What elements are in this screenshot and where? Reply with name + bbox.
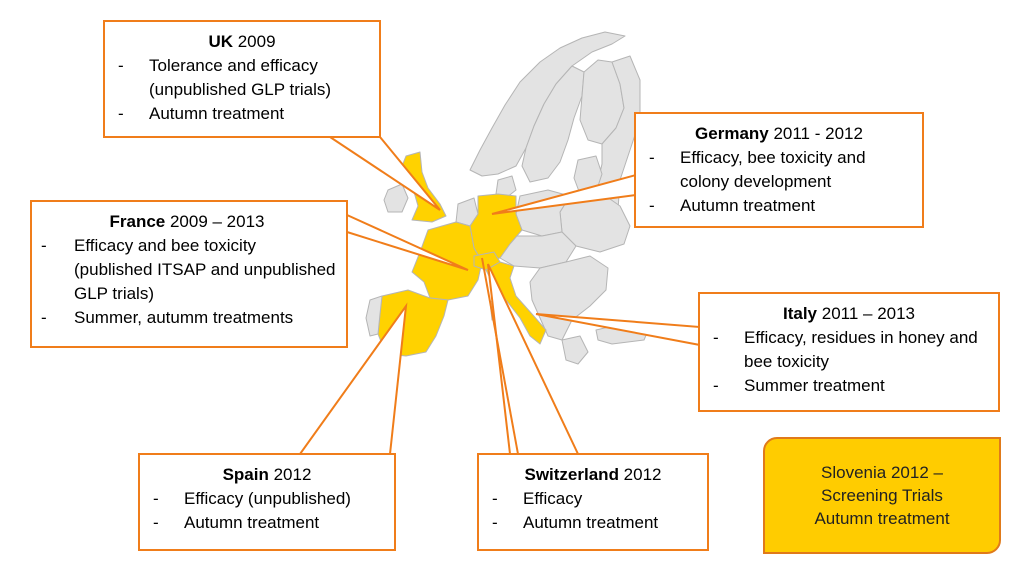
uk-country: UK (208, 32, 233, 51)
callout-spain (138, 453, 396, 551)
spain-years: 2012 (268, 465, 312, 484)
germany-country: Germany (695, 124, 769, 143)
italy-item-1: - Efficacy, residues in honey and bee toxicity (710, 326, 988, 374)
slovenia-line-1: Slovenia 2012 – (821, 463, 943, 482)
callout-spain-heading (150, 463, 384, 487)
slovenia-line-2: Screening Trials (821, 486, 943, 505)
switzerland-item-2: - Autumn treatment (489, 511, 697, 535)
switzerland-item-1: - Efficacy (489, 487, 697, 511)
callout-france-heading (38, 210, 336, 234)
callout-france (30, 200, 348, 348)
callout-italy-heading (710, 302, 988, 326)
france-country: France (109, 212, 166, 231)
germany-item-1: - Efficacy, bee toxicity and colony development (646, 146, 912, 194)
germany-item-2: - Autumn treatment (646, 194, 912, 218)
uk-item-1: - Tolerance and efficacy (unpublished GLP trials) (115, 54, 369, 102)
germany-years: 2011 - 2012 (768, 124, 863, 143)
france-years: 2009 – 2013 (165, 212, 265, 231)
france-item-1: - Efficacy and bee toxicity (published ITSAP and unpublished GLP trials) (38, 234, 336, 306)
ireland-shape (384, 184, 408, 212)
uk-years: 2009 (233, 32, 276, 51)
spain-country: Spain (222, 465, 269, 484)
callout-italy (698, 292, 1000, 412)
callout-uk (103, 20, 381, 138)
callout-germany-heading (646, 122, 912, 146)
switzerland-country: Switzerland (524, 465, 619, 484)
uk-item-2: - Autumn treatment (115, 102, 369, 126)
callout-germany (634, 112, 924, 228)
spain-item-1: - Efficacy (unpublished) (150, 487, 384, 511)
callout-uk-heading (115, 30, 369, 54)
spain-item-2: - Autumn treatment (150, 511, 384, 535)
callout-switzerland (477, 453, 709, 551)
slovenia-note (763, 437, 1001, 554)
france-item-2: - Summer, autumm treatments (38, 306, 336, 330)
callout-switzerland-heading (489, 463, 697, 487)
italy-country: Italy (782, 304, 818, 323)
switzerland-years: 2012 (618, 465, 662, 484)
slovenia-line-3: Autumn treatment (814, 509, 950, 528)
italy-years: 2011 – 2013 (817, 304, 916, 323)
greece-shape (562, 336, 588, 364)
italy-item-2: - Summer treatment (710, 374, 988, 398)
